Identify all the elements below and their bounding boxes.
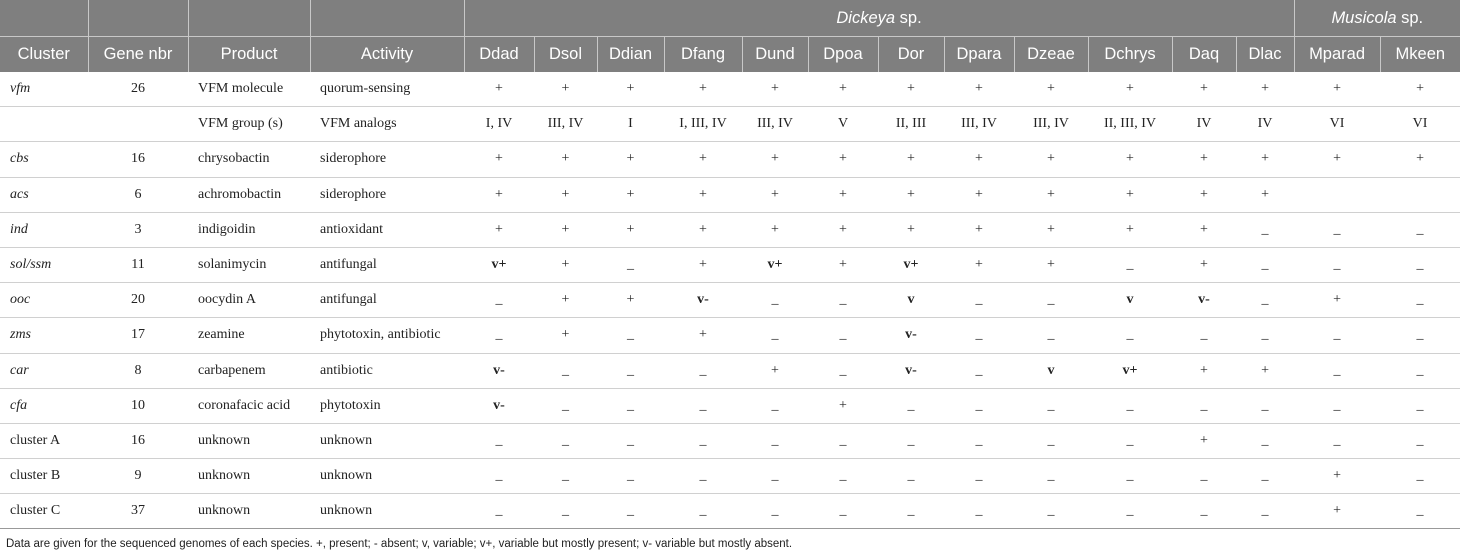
cluster-cell: cluster A	[0, 423, 88, 458]
presence-cell: _	[944, 423, 1014, 458]
presence-cell: _	[1380, 318, 1460, 353]
presence-cell: +	[808, 212, 878, 247]
presence-cell: _	[742, 283, 808, 318]
cluster-cell: cluster C	[0, 494, 88, 529]
presence-cell: +	[742, 353, 808, 388]
activity-cell: unknown	[310, 423, 464, 458]
presence-cell: VI	[1380, 107, 1460, 142]
presence-cell: _	[878, 494, 944, 529]
presence-cell: IV	[1236, 107, 1294, 142]
presence-cell: _	[1172, 318, 1236, 353]
presence-cell: +	[1294, 142, 1380, 177]
presence-cell: _	[1088, 247, 1172, 282]
presence-cell: _	[534, 423, 597, 458]
column-header: Gene nbr	[88, 37, 188, 73]
presence-cell: +	[1014, 247, 1088, 282]
presence-cell: III, IV	[1014, 107, 1088, 142]
column-header: Dfang	[664, 37, 742, 73]
presence-cell: _	[808, 318, 878, 353]
presence-cell: _	[1380, 423, 1460, 458]
presence-cell: v+	[742, 247, 808, 282]
presence-cell: _	[664, 353, 742, 388]
column-header: Dchrys	[1088, 37, 1172, 73]
activity-cell: quorum-sensing	[310, 72, 464, 107]
table-row	[0, 107, 1460, 142]
table-row	[0, 212, 1460, 247]
presence-cell: +	[808, 247, 878, 282]
column-header: Cluster	[0, 37, 88, 73]
presence-cell: +	[1172, 247, 1236, 282]
column-header: Dund	[742, 37, 808, 73]
presence-cell: _	[1380, 353, 1460, 388]
musicola-group-header	[1294, 0, 1460, 37]
presence-cell: _	[1014, 283, 1088, 318]
presence-cell: _	[534, 353, 597, 388]
presence-cell: +	[742, 177, 808, 212]
presence-cell: v+	[1088, 353, 1172, 388]
presence-cell: +	[1014, 142, 1088, 177]
presence-cell: _	[464, 459, 534, 494]
table-row	[0, 177, 1460, 212]
presence-cell: _	[944, 388, 1014, 423]
activity-cell: antifungal	[310, 247, 464, 282]
presence-cell: _	[1088, 494, 1172, 529]
presence-cell: _	[534, 494, 597, 529]
presence-cell: +	[742, 72, 808, 107]
presence-cell: +	[664, 177, 742, 212]
presence-cell: _	[597, 247, 664, 282]
cluster-cell: car	[0, 353, 88, 388]
presence-cell: _	[944, 459, 1014, 494]
presence-cell: +	[664, 212, 742, 247]
gene-count-cell: 10	[88, 388, 188, 423]
presence-cell: _	[808, 353, 878, 388]
presence-cell: _	[1294, 423, 1380, 458]
presence-cell: +	[1172, 353, 1236, 388]
presence-cell: _	[597, 423, 664, 458]
presence-cell: +	[464, 212, 534, 247]
presence-cell: _	[944, 318, 1014, 353]
presence-cell: v-	[878, 353, 944, 388]
table-body	[0, 72, 1460, 529]
table-row	[0, 459, 1460, 494]
presence-cell: +	[808, 72, 878, 107]
presence-cell: _	[1236, 388, 1294, 423]
activity-cell: phytotoxin, antibiotic	[310, 318, 464, 353]
product-cell: unknown	[188, 459, 310, 494]
presence-cell: V	[808, 107, 878, 142]
presence-cell: _	[534, 459, 597, 494]
presence-cell: _	[1294, 353, 1380, 388]
cluster-cell: cluster B	[0, 459, 88, 494]
presence-cell: +	[944, 177, 1014, 212]
gene-count-cell: 8	[88, 353, 188, 388]
presence-cell: _	[1236, 318, 1294, 353]
presence-cell: _	[1236, 459, 1294, 494]
presence-cell: +	[597, 72, 664, 107]
presence-cell: _	[1294, 318, 1380, 353]
presence-cell: +	[534, 212, 597, 247]
product-cell: unknown	[188, 494, 310, 529]
presence-cell: _	[1088, 318, 1172, 353]
presence-cell: _	[808, 459, 878, 494]
presence-cell: _	[1172, 494, 1236, 529]
header-spacer	[310, 0, 464, 37]
cluster-cell: acs	[0, 177, 88, 212]
presence-cell: v+	[464, 247, 534, 282]
presence-cell: _	[664, 494, 742, 529]
presence-cell: +	[944, 72, 1014, 107]
presence-cell: v-	[878, 318, 944, 353]
presence-cell: +	[1294, 459, 1380, 494]
presence-cell: v-	[1172, 283, 1236, 318]
presence-cell: _	[808, 283, 878, 318]
presence-cell: _	[878, 423, 944, 458]
product-cell: solanimycin	[188, 247, 310, 282]
gene-count-cell: 16	[88, 142, 188, 177]
presence-cell: _	[597, 388, 664, 423]
cluster-cell: sol/ssm	[0, 247, 88, 282]
activity-cell: antioxidant	[310, 212, 464, 247]
presence-cell: +	[597, 283, 664, 318]
activity-cell: VFM analogs	[310, 107, 464, 142]
product-cell: indigoidin	[188, 212, 310, 247]
presence-cell: _	[742, 318, 808, 353]
presence-cell: _	[664, 388, 742, 423]
column-header: Activity	[310, 37, 464, 73]
presence-cell: _	[534, 388, 597, 423]
presence-cell: _	[1380, 459, 1460, 494]
presence-cell: +	[664, 142, 742, 177]
product-cell: zeamine	[188, 318, 310, 353]
table-row	[0, 72, 1460, 107]
presence-cell: _	[1236, 423, 1294, 458]
table-header	[0, 0, 1460, 72]
presence-cell: _	[597, 318, 664, 353]
header-group-row	[0, 0, 1460, 37]
cluster-cell	[0, 107, 88, 142]
column-header: Daq	[1172, 37, 1236, 73]
cluster-cell: ooc	[0, 283, 88, 318]
presence-cell: +	[878, 72, 944, 107]
column-header: Dor	[878, 37, 944, 73]
presence-cell: +	[664, 247, 742, 282]
activity-cell: unknown	[310, 459, 464, 494]
gene-count-cell: 37	[88, 494, 188, 529]
presence-cell: _	[464, 318, 534, 353]
presence-cell: +	[1236, 142, 1294, 177]
presence-cell: +	[1380, 142, 1460, 177]
musicola-genus-label: Musicola	[1331, 8, 1397, 27]
gene-count-cell: 3	[88, 212, 188, 247]
presence-cell: +	[534, 283, 597, 318]
presence-cell: +	[464, 72, 534, 107]
cluster-cell: ind	[0, 212, 88, 247]
product-cell: carbapenem	[188, 353, 310, 388]
gene-count-cell: 20	[88, 283, 188, 318]
presence-cell: _	[597, 353, 664, 388]
presence-cell: _	[1380, 212, 1460, 247]
presence-cell: v	[1088, 283, 1172, 318]
musicola-suffix: sp.	[1396, 8, 1424, 27]
cluster-cell: cbs	[0, 142, 88, 177]
presence-cell: +	[1088, 72, 1172, 107]
gene-count-cell: 6	[88, 177, 188, 212]
presence-cell: +	[664, 72, 742, 107]
presence-cell: +	[534, 177, 597, 212]
table-row	[0, 283, 1460, 318]
presence-cell: _	[1014, 318, 1088, 353]
presence-cell: +	[1014, 72, 1088, 107]
presence-cell: _	[464, 423, 534, 458]
presence-cell: +	[534, 72, 597, 107]
gene-count-cell: 9	[88, 459, 188, 494]
presence-cell: +	[464, 177, 534, 212]
gene-count-cell	[88, 107, 188, 142]
table-row	[0, 353, 1460, 388]
dickeya-group-header	[464, 0, 1294, 37]
cluster-cell: cfa	[0, 388, 88, 423]
presence-cell: _	[1294, 247, 1380, 282]
presence-cell: _	[1236, 247, 1294, 282]
presence-cell: _	[1088, 423, 1172, 458]
product-cell: unknown	[188, 423, 310, 458]
presence-cell: v-	[664, 283, 742, 318]
header-spacer	[88, 0, 188, 37]
presence-cell: III, IV	[944, 107, 1014, 142]
presence-cell: _	[1236, 494, 1294, 529]
presence-cell: +	[597, 142, 664, 177]
presence-cell: IV	[1172, 107, 1236, 142]
presence-cell: _	[878, 388, 944, 423]
dickeya-suffix: sp.	[895, 8, 922, 27]
column-header-row	[0, 37, 1460, 73]
gene-count-cell: 16	[88, 423, 188, 458]
table-row	[0, 494, 1460, 529]
header-spacer	[0, 0, 88, 37]
presence-cell: +	[597, 177, 664, 212]
column-header: Ddian	[597, 37, 664, 73]
presence-cell: _	[664, 459, 742, 494]
presence-cell: II, III, IV	[1088, 107, 1172, 142]
gene-count-cell: 17	[88, 318, 188, 353]
presence-cell: +	[1088, 212, 1172, 247]
presence-cell: _	[1014, 388, 1088, 423]
presence-cell: _	[1014, 423, 1088, 458]
activity-cell: siderophore	[310, 142, 464, 177]
activity-cell: unknown	[310, 494, 464, 529]
presence-cell: _	[1172, 388, 1236, 423]
presence-cell: I, III, IV	[664, 107, 742, 142]
presence-cell: III, IV	[534, 107, 597, 142]
presence-cell: _	[1014, 459, 1088, 494]
presence-cell: +	[1236, 353, 1294, 388]
presence-cell: _	[1380, 247, 1460, 282]
presence-cell: v	[1014, 353, 1088, 388]
presence-cell: _	[944, 283, 1014, 318]
presence-cell: _	[742, 423, 808, 458]
table-footnote: Data are given for the sequenced genomes of each species. +, present; - absent; v, variable; v+, variable but mostly present; v- variable but mostly absent.	[6, 538, 793, 550]
presence-cell: _	[464, 283, 534, 318]
product-cell: achromobactin	[188, 177, 310, 212]
presence-cell: +	[1088, 177, 1172, 212]
presence-cell: +	[534, 247, 597, 282]
column-header: Dsol	[534, 37, 597, 73]
presence-cell	[1380, 177, 1460, 212]
presence-cell: +	[534, 142, 597, 177]
presence-cell: v-	[464, 388, 534, 423]
presence-cell: _	[1236, 283, 1294, 318]
presence-cell: _	[878, 459, 944, 494]
presence-cell: +	[534, 318, 597, 353]
gene-count-cell: 26	[88, 72, 188, 107]
presence-cell: +	[808, 177, 878, 212]
presence-cell: +	[878, 177, 944, 212]
presence-cell: _	[742, 388, 808, 423]
presence-cell: +	[1088, 142, 1172, 177]
column-header: Dpara	[944, 37, 1014, 73]
presence-cell: +	[808, 142, 878, 177]
activity-cell: siderophore	[310, 177, 464, 212]
presence-cell: _	[597, 459, 664, 494]
presence-cell: +	[1172, 177, 1236, 212]
presence-cell: +	[944, 247, 1014, 282]
presence-cell: +	[878, 142, 944, 177]
presence-cell: +	[1014, 177, 1088, 212]
presence-cell: +	[1172, 142, 1236, 177]
cluster-cell: vfm	[0, 72, 88, 107]
column-header: Dpoa	[808, 37, 878, 73]
presence-cell: I	[597, 107, 664, 142]
presence-cell: II, III	[878, 107, 944, 142]
presence-cell: _	[1088, 459, 1172, 494]
product-cell: coronafacic acid	[188, 388, 310, 423]
presence-cell: +	[1294, 494, 1380, 529]
presence-cell: _	[944, 494, 1014, 529]
presence-cell: v-	[464, 353, 534, 388]
presence-cell: +	[1172, 72, 1236, 107]
presence-cell: _	[944, 353, 1014, 388]
presence-cell: _	[808, 494, 878, 529]
presence-cell: _	[1380, 388, 1460, 423]
presence-cell: v	[878, 283, 944, 318]
presence-cell: _	[1294, 212, 1380, 247]
presence-cell: _	[1380, 494, 1460, 529]
presence-cell: _	[1294, 388, 1380, 423]
activity-cell: antifungal	[310, 283, 464, 318]
presence-cell: _	[597, 494, 664, 529]
presence-cell: +	[742, 142, 808, 177]
column-header: Ddad	[464, 37, 534, 73]
table-row	[0, 423, 1460, 458]
presence-cell: _	[464, 494, 534, 529]
presence-cell	[1294, 177, 1380, 212]
product-cell: VFM group (s)	[188, 107, 310, 142]
presence-cell: +	[1294, 283, 1380, 318]
column-header: Product	[188, 37, 310, 73]
presence-cell: _	[808, 423, 878, 458]
presence-cell: +	[742, 212, 808, 247]
presence-cell: +	[878, 212, 944, 247]
presence-cell: _	[1014, 494, 1088, 529]
presence-cell: _	[742, 459, 808, 494]
presence-cell: _	[1236, 212, 1294, 247]
presence-cell: +	[944, 142, 1014, 177]
presence-cell: I, IV	[464, 107, 534, 142]
table-row	[0, 247, 1460, 282]
table-row	[0, 318, 1460, 353]
presence-cell: +	[808, 388, 878, 423]
table-row	[0, 142, 1460, 177]
presence-cell: _	[1088, 388, 1172, 423]
activity-cell: phytotoxin	[310, 388, 464, 423]
cluster-cell: zms	[0, 318, 88, 353]
presence-cell: _	[664, 423, 742, 458]
activity-cell: antibiotic	[310, 353, 464, 388]
gene-count-cell: 11	[88, 247, 188, 282]
presence-cell: +	[1236, 72, 1294, 107]
product-cell: VFM molecule	[188, 72, 310, 107]
product-cell: oocydin A	[188, 283, 310, 318]
table-row	[0, 388, 1460, 423]
presence-cell: +	[1172, 423, 1236, 458]
dickeya-genus-label: Dickeya	[836, 8, 896, 27]
column-header: Mkeen	[1380, 37, 1460, 73]
presence-cell: +	[1172, 212, 1236, 247]
column-header: Dlac	[1236, 37, 1294, 73]
presence-cell: +	[1236, 177, 1294, 212]
presence-cell: +	[1294, 72, 1380, 107]
column-header: Mparad	[1294, 37, 1380, 73]
presence-cell: _	[1380, 283, 1460, 318]
presence-cell: +	[1380, 72, 1460, 107]
presence-cell: +	[1014, 212, 1088, 247]
presence-cell: III, IV	[742, 107, 808, 142]
presence-cell: +	[464, 142, 534, 177]
presence-cell: +	[597, 212, 664, 247]
column-header: Dzeae	[1014, 37, 1088, 73]
header-spacer	[188, 0, 310, 37]
presence-cell: +	[664, 318, 742, 353]
presence-cell: _	[742, 494, 808, 529]
product-cell: chrysobactin	[188, 142, 310, 177]
presence-cell: VI	[1294, 107, 1380, 142]
presence-cell: +	[944, 212, 1014, 247]
presence-cell: _	[1172, 459, 1236, 494]
presence-cell: v+	[878, 247, 944, 282]
